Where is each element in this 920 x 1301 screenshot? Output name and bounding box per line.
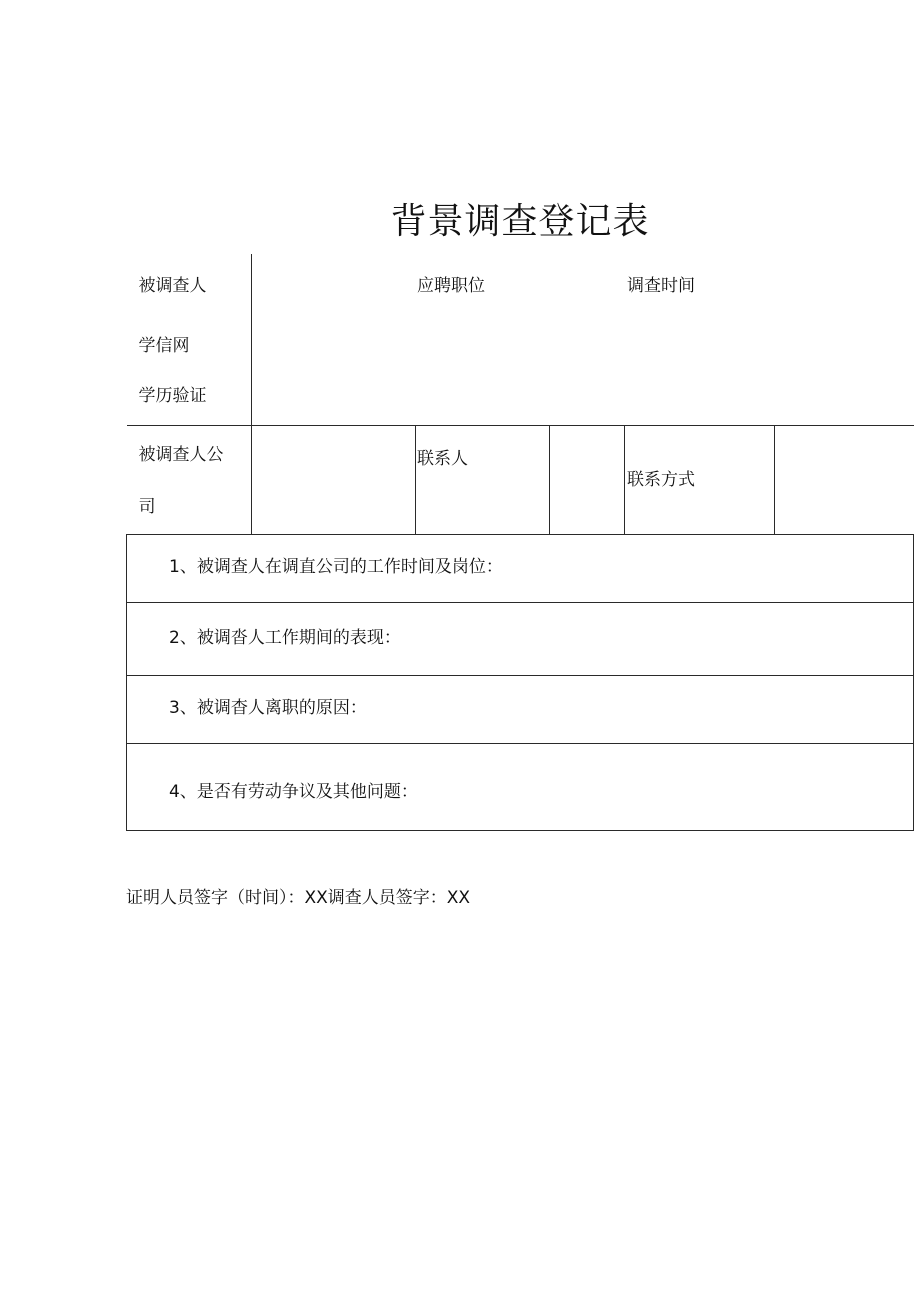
question-2-cell[interactable] (127, 603, 914, 676)
question-3-cell[interactable] (127, 676, 914, 744)
subject-info-cell[interactable] (252, 254, 914, 426)
contact-method-label-cell (625, 426, 775, 535)
company-label-line1: 被调查人公 (138, 445, 224, 465)
question-2: 2、被调沓人工作期间的表现： (169, 628, 401, 648)
contact-method-value-cell[interactable] (775, 426, 914, 535)
subject-label: 被调查人 (138, 276, 207, 296)
contact-value-cell[interactable] (550, 426, 625, 535)
question-4: 4、是否有劳动争议及其他问题： (169, 782, 418, 802)
form-title: 背景调查登记表 (390, 201, 650, 242)
contact-label: 联系人 (417, 449, 468, 469)
chsi-label-line2: 学历验证 (138, 386, 207, 406)
signature-line: 证明人员签字（时间）：XX调查人员签字：XX (126, 888, 471, 908)
question-1: 1、被调查人在调直公司的工作时间及岗位： (169, 557, 503, 577)
chsi-label-line1: 学信网 (138, 336, 190, 356)
question-3: 3、被调杳人离职的原因： (169, 698, 367, 718)
contact-method-label: 联系方式 (627, 470, 695, 490)
position-label: 应聘职位 (417, 276, 485, 296)
company-label-line2: 司 (138, 497, 156, 517)
company-value-cell[interactable] (252, 426, 416, 535)
survey-time-label: 调查时间 (627, 276, 695, 296)
background-check-table (126, 254, 914, 831)
contact-label-cell (416, 426, 550, 535)
question-4-cell[interactable] (127, 744, 914, 831)
company-label-cell (127, 426, 252, 535)
subject-label-cell (127, 254, 252, 426)
question-1-cell[interactable] (127, 535, 914, 603)
